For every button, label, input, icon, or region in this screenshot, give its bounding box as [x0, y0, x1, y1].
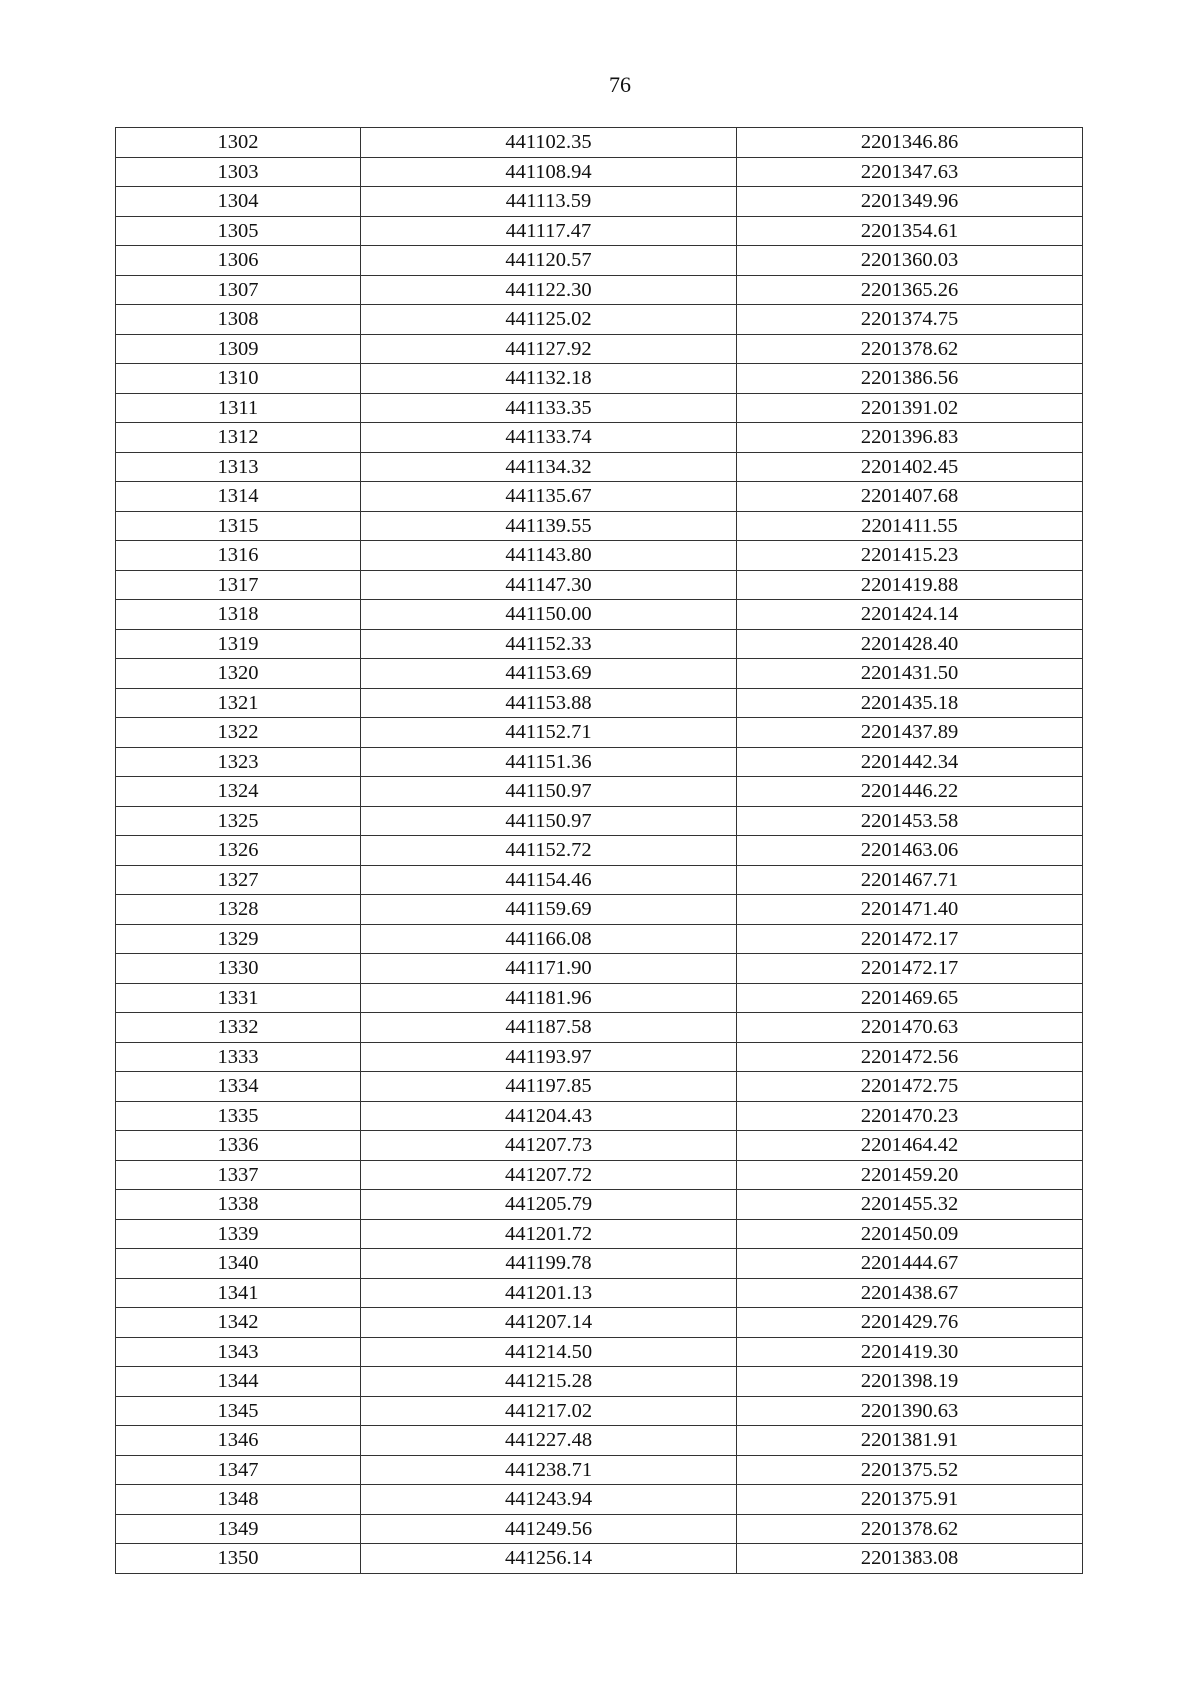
- point-number-cell: 1319: [116, 629, 361, 659]
- table-row: [116, 1396, 1083, 1426]
- point-number-cell: 1320: [116, 659, 361, 689]
- y-coordinate-cell: 2201349.96: [737, 187, 1083, 217]
- x-coordinate-cell: 441102.35: [361, 128, 737, 158]
- point-number-cell: 1321: [116, 688, 361, 718]
- y-coordinate-cell: 2201469.65: [737, 983, 1083, 1013]
- table-row: [116, 600, 1083, 630]
- y-coordinate-cell: 2201419.30: [737, 1337, 1083, 1367]
- y-coordinate-cell: 2201450.09: [737, 1219, 1083, 1249]
- x-coordinate-cell: 441152.72: [361, 836, 737, 866]
- table-row: [116, 718, 1083, 748]
- table-row: [116, 1426, 1083, 1456]
- y-coordinate-cell: 2201438.67: [737, 1278, 1083, 1308]
- x-coordinate-cell: 441125.02: [361, 305, 737, 335]
- point-number-cell: 1318: [116, 600, 361, 630]
- y-coordinate-cell: 2201375.91: [737, 1485, 1083, 1515]
- y-coordinate-cell: 2201381.91: [737, 1426, 1083, 1456]
- y-coordinate-cell: 2201398.19: [737, 1367, 1083, 1397]
- table-row: [116, 157, 1083, 187]
- x-coordinate-cell: 441133.74: [361, 423, 737, 453]
- point-number-cell: 1338: [116, 1190, 361, 1220]
- x-coordinate-cell: 441238.71: [361, 1455, 737, 1485]
- point-number-cell: 1302: [116, 128, 361, 158]
- x-coordinate-cell: 441217.02: [361, 1396, 737, 1426]
- x-coordinate-cell: 441117.47: [361, 216, 737, 246]
- x-coordinate-cell: 441150.97: [361, 806, 737, 836]
- point-number-cell: 1328: [116, 895, 361, 925]
- table-row: [116, 806, 1083, 836]
- table-row: [116, 1544, 1083, 1574]
- table-row: [116, 1131, 1083, 1161]
- point-number-cell: 1346: [116, 1426, 361, 1456]
- point-number-cell: 1337: [116, 1160, 361, 1190]
- table-row: [116, 393, 1083, 423]
- point-number-cell: 1310: [116, 364, 361, 394]
- y-coordinate-cell: 2201360.03: [737, 246, 1083, 276]
- table-row: [116, 187, 1083, 217]
- point-number-cell: 1343: [116, 1337, 361, 1367]
- y-coordinate-cell: 2201391.02: [737, 393, 1083, 423]
- x-coordinate-cell: 441201.72: [361, 1219, 737, 1249]
- x-coordinate-cell: 441197.85: [361, 1072, 737, 1102]
- table-row: [116, 305, 1083, 335]
- x-coordinate-cell: 441150.97: [361, 777, 737, 807]
- table-row: [116, 865, 1083, 895]
- y-coordinate-cell: 2201378.62: [737, 1514, 1083, 1544]
- y-coordinate-cell: 2201419.88: [737, 570, 1083, 600]
- y-coordinate-cell: 2201472.56: [737, 1042, 1083, 1072]
- point-number-cell: 1312: [116, 423, 361, 453]
- y-coordinate-cell: 2201346.86: [737, 128, 1083, 158]
- x-coordinate-cell: 441181.96: [361, 983, 737, 1013]
- point-number-cell: 1341: [116, 1278, 361, 1308]
- table-row: [116, 482, 1083, 512]
- y-coordinate-cell: 2201390.63: [737, 1396, 1083, 1426]
- x-coordinate-cell: 441153.88: [361, 688, 737, 718]
- x-coordinate-cell: 441143.80: [361, 541, 737, 571]
- table-row: [116, 1013, 1083, 1043]
- y-coordinate-cell: 2201415.23: [737, 541, 1083, 571]
- table-row: [116, 1249, 1083, 1279]
- x-coordinate-cell: 441204.43: [361, 1101, 737, 1131]
- y-coordinate-cell: 2201428.40: [737, 629, 1083, 659]
- y-coordinate-cell: 2201467.71: [737, 865, 1083, 895]
- point-number-cell: 1317: [116, 570, 361, 600]
- x-coordinate-cell: 441201.13: [361, 1278, 737, 1308]
- table-row: [116, 1337, 1083, 1367]
- coordinate-table: [115, 127, 1083, 1574]
- table-row: [116, 1190, 1083, 1220]
- point-number-cell: 1314: [116, 482, 361, 512]
- table-row: [116, 777, 1083, 807]
- x-coordinate-cell: 441215.28: [361, 1367, 737, 1397]
- table-row: [116, 1219, 1083, 1249]
- table-row: [116, 423, 1083, 453]
- y-coordinate-cell: 2201365.26: [737, 275, 1083, 305]
- table-row: [116, 983, 1083, 1013]
- y-coordinate-cell: 2201383.08: [737, 1544, 1083, 1574]
- table-row: [116, 511, 1083, 541]
- x-coordinate-cell: 441108.94: [361, 157, 737, 187]
- point-number-cell: 1333: [116, 1042, 361, 1072]
- table-row: [116, 1042, 1083, 1072]
- point-number-cell: 1326: [116, 836, 361, 866]
- point-number-cell: 1348: [116, 1485, 361, 1515]
- point-number-cell: 1327: [116, 865, 361, 895]
- table-row: [116, 1514, 1083, 1544]
- x-coordinate-cell: 441171.90: [361, 954, 737, 984]
- y-coordinate-cell: 2201411.55: [737, 511, 1083, 541]
- table-row: [116, 128, 1083, 158]
- table-row: [116, 1101, 1083, 1131]
- point-number-cell: 1336: [116, 1131, 361, 1161]
- x-coordinate-cell: 441249.56: [361, 1514, 737, 1544]
- y-coordinate-cell: 2201396.83: [737, 423, 1083, 453]
- x-coordinate-cell: 441193.97: [361, 1042, 737, 1072]
- x-coordinate-cell: 441152.71: [361, 718, 737, 748]
- y-coordinate-cell: 2201464.42: [737, 1131, 1083, 1161]
- table-row: [116, 1455, 1083, 1485]
- point-number-cell: 1307: [116, 275, 361, 305]
- y-coordinate-cell: 2201472.75: [737, 1072, 1083, 1102]
- point-number-cell: 1335: [116, 1101, 361, 1131]
- point-number-cell: 1329: [116, 924, 361, 954]
- table-row: [116, 954, 1083, 984]
- point-number-cell: 1350: [116, 1544, 361, 1574]
- x-coordinate-cell: 441127.92: [361, 334, 737, 364]
- point-number-cell: 1345: [116, 1396, 361, 1426]
- x-coordinate-cell: 441133.35: [361, 393, 737, 423]
- point-number-cell: 1330: [116, 954, 361, 984]
- table-row: [116, 895, 1083, 925]
- point-number-cell: 1342: [116, 1308, 361, 1338]
- point-number-cell: 1340: [116, 1249, 361, 1279]
- x-coordinate-cell: 441243.94: [361, 1485, 737, 1515]
- y-coordinate-cell: 2201472.17: [737, 924, 1083, 954]
- point-number-cell: 1316: [116, 541, 361, 571]
- x-coordinate-cell: 441166.08: [361, 924, 737, 954]
- table-row: [116, 1367, 1083, 1397]
- table-row: [116, 1308, 1083, 1338]
- table-row: [116, 1485, 1083, 1515]
- y-coordinate-cell: 2201453.58: [737, 806, 1083, 836]
- y-coordinate-cell: 2201459.20: [737, 1160, 1083, 1190]
- table-row: [116, 1160, 1083, 1190]
- x-coordinate-cell: 441120.57: [361, 246, 737, 276]
- y-coordinate-cell: 2201435.18: [737, 688, 1083, 718]
- x-coordinate-cell: 441227.48: [361, 1426, 737, 1456]
- x-coordinate-cell: 441151.36: [361, 747, 737, 777]
- point-number-cell: 1306: [116, 246, 361, 276]
- point-number-cell: 1347: [116, 1455, 361, 1485]
- x-coordinate-cell: 441152.33: [361, 629, 737, 659]
- table-row: [116, 364, 1083, 394]
- x-coordinate-cell: 441159.69: [361, 895, 737, 925]
- point-number-cell: 1303: [116, 157, 361, 187]
- point-number-cell: 1334: [116, 1072, 361, 1102]
- y-coordinate-cell: 2201437.89: [737, 718, 1083, 748]
- point-number-cell: 1309: [116, 334, 361, 364]
- table-row: [116, 1072, 1083, 1102]
- table-row: [116, 629, 1083, 659]
- y-coordinate-cell: 2201470.63: [737, 1013, 1083, 1043]
- table-row: [116, 275, 1083, 305]
- table-row: [116, 836, 1083, 866]
- y-coordinate-cell: 2201471.40: [737, 895, 1083, 925]
- y-coordinate-cell: 2201470.23: [737, 1101, 1083, 1131]
- y-coordinate-cell: 2201429.76: [737, 1308, 1083, 1338]
- x-coordinate-cell: 441199.78: [361, 1249, 737, 1279]
- x-coordinate-cell: 441214.50: [361, 1337, 737, 1367]
- table-row: [116, 334, 1083, 364]
- point-number-cell: 1311: [116, 393, 361, 423]
- y-coordinate-cell: 2201463.06: [737, 836, 1083, 866]
- x-coordinate-cell: 441153.69: [361, 659, 737, 689]
- x-coordinate-cell: 441207.73: [361, 1131, 737, 1161]
- point-number-cell: 1304: [116, 187, 361, 217]
- point-number-cell: 1339: [116, 1219, 361, 1249]
- x-coordinate-cell: 441207.72: [361, 1160, 737, 1190]
- y-coordinate-cell: 2201442.34: [737, 747, 1083, 777]
- x-coordinate-cell: 441205.79: [361, 1190, 737, 1220]
- x-coordinate-cell: 441256.14: [361, 1544, 737, 1574]
- table-row: [116, 1278, 1083, 1308]
- x-coordinate-cell: 441187.58: [361, 1013, 737, 1043]
- point-number-cell: 1332: [116, 1013, 361, 1043]
- y-coordinate-cell: 2201431.50: [737, 659, 1083, 689]
- x-coordinate-cell: 441132.18: [361, 364, 737, 394]
- y-coordinate-cell: 2201374.75: [737, 305, 1083, 335]
- table-row: [116, 570, 1083, 600]
- y-coordinate-cell: 2201347.63: [737, 157, 1083, 187]
- x-coordinate-cell: 441135.67: [361, 482, 737, 512]
- y-coordinate-cell: 2201354.61: [737, 216, 1083, 246]
- table-row: [116, 924, 1083, 954]
- point-number-cell: 1305: [116, 216, 361, 246]
- table-row: [116, 216, 1083, 246]
- y-coordinate-cell: 2201375.52: [737, 1455, 1083, 1485]
- point-number-cell: 1331: [116, 983, 361, 1013]
- point-number-cell: 1324: [116, 777, 361, 807]
- y-coordinate-cell: 2201386.56: [737, 364, 1083, 394]
- point-number-cell: 1344: [116, 1367, 361, 1397]
- y-coordinate-cell: 2201402.45: [737, 452, 1083, 482]
- x-coordinate-cell: 441139.55: [361, 511, 737, 541]
- table-row: [116, 541, 1083, 571]
- x-coordinate-cell: 441113.59: [361, 187, 737, 217]
- point-number-cell: 1313: [116, 452, 361, 482]
- point-number-cell: 1322: [116, 718, 361, 748]
- page-number: 76: [609, 72, 631, 97]
- table-row: [116, 452, 1083, 482]
- y-coordinate-cell: 2201472.17: [737, 954, 1083, 984]
- x-coordinate-cell: 441150.00: [361, 600, 737, 630]
- x-coordinate-cell: 441207.14: [361, 1308, 737, 1338]
- point-number-cell: 1349: [116, 1514, 361, 1544]
- x-coordinate-cell: 441154.46: [361, 865, 737, 895]
- table-row: [116, 246, 1083, 276]
- y-coordinate-cell: 2201407.68: [737, 482, 1083, 512]
- coordinate-table-body: [116, 128, 1083, 1574]
- table-row: [116, 688, 1083, 718]
- y-coordinate-cell: 2201444.67: [737, 1249, 1083, 1279]
- point-number-cell: 1325: [116, 806, 361, 836]
- y-coordinate-cell: 2201424.14: [737, 600, 1083, 630]
- y-coordinate-cell: 2201378.62: [737, 334, 1083, 364]
- point-number-cell: 1315: [116, 511, 361, 541]
- table-row: [116, 747, 1083, 777]
- point-number-cell: 1323: [116, 747, 361, 777]
- y-coordinate-cell: 2201446.22: [737, 777, 1083, 807]
- x-coordinate-cell: 441147.30: [361, 570, 737, 600]
- y-coordinate-cell: 2201455.32: [737, 1190, 1083, 1220]
- point-number-cell: 1308: [116, 305, 361, 335]
- x-coordinate-cell: 441134.32: [361, 452, 737, 482]
- table-row: [116, 659, 1083, 689]
- x-coordinate-cell: 441122.30: [361, 275, 737, 305]
